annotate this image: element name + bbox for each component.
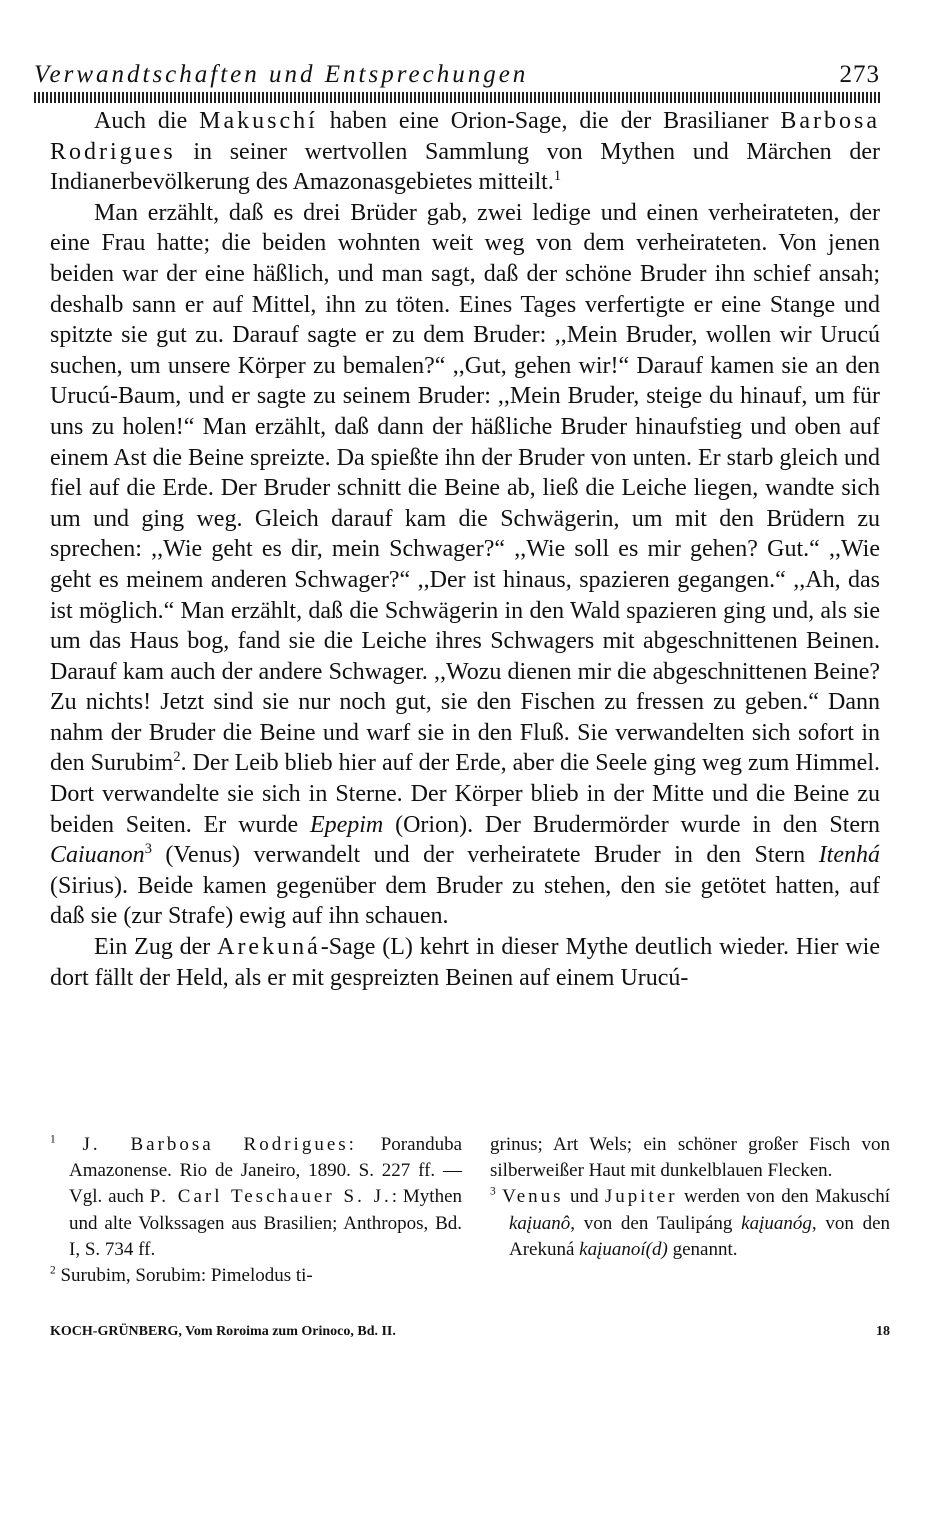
running-header <box>34 61 880 88</box>
paragraph-2: Man erzählt, daß es drei Brüder gab, zwei ledige und einen verheirateten, der eine Frau hatte; die beiden wohnten weit weg von dem verheirateten. Von jenen beiden war der eine häßlich, und man sagt, daß der schöne Bruder ihn schief ansah; deshalb sann er auf Mittel, ihn zu töten. Eines Tages verfertigte er eine Stange und spitzte sie gut zu. Darauf sagte er zu dem Bruder: ,,Mein Bruder, wollen wir Urucú suchen, um unsere Körper zu bemalen?“ ,,Gut, gehen wir!“ Darauf kamen sie an den Urucú-Baum, und er sagte zu seinem Bruder: ,,Mein Bruder, steige du hinauf, um für uns zu holen!“ Man erzählt, daß dann der häßliche Bruder hinaufstieg und oben auf einem Ast die Beine spreizte. Da spießte ihn der Bruder von unten. Er starb gleich und fiel auf die Erde. Der Bruder schnitt die Beine ab, ließ die Leiche liegen, wandte sich um und ging weg. Gleich darauf kam die Schwägerin, um mit den Brüdern zu sprechen: ,,Wie geht es dir, mein Schwager?“ ,,Wie soll es mir gehen? Gut.“ ,,Wie geht es meinem anderen Schwager?“ ,,Der ist hinaus, spazieren gegangen.“ ,,Ah, das ist möglich.“ Man erzählt, daß die Schwägerin in den Wald spazieren ging und, als sie um das Haus bog, fand sie die Leiche ihres Schwagers mit abgeschnittenen Beinen. Darauf kam auch der andere Schwager. ,,Wozu dienen mir die abgeschnittenen Beine? Zu nichts! Jetzt sind sie nur noch gut, sie den Fischen zu fressen zu geben.“ Dann nahm der Bruder die Beine und warf sie in den Fluß. Sie verwandelten sich sofort in den Surubim$^2$. Der Leib blieb hier auf der Erde, aber die Seele ging weg zum Himmel. Dort verwandelte sie sich in Sterne. Der Körper blieb in der Mitte und die Beine zu beiden Seiten. Er wurde Epepim (Orion). Der Brudermörder wurde in den Stern Caiuanon$^3$ (Venus) verwandelt und der verheiratete Bruder in den Stern Itenhá (Sirius). Beide kamen gegenüber dem Bruder zu stehen, den sie getötet hatten, auf daß sie (zur Strafe) ewig auf ihn schauen. <box>50 199 881 930</box>
paragraph-3: Ein Zug der Arekuná-Sage (L) kehrt in dieser Mythe deutlich wieder. Hier wie dort fällt der Held, als er mit gespreizten Beinen auf einem Urucú- <box>50 934 880 991</box>
footnote-ref-1: 1 <box>553 168 562 185</box>
page-number: 273 <box>839 61 880 88</box>
footnote-ref-3: 3 <box>144 841 152 858</box>
term-itenha: Itenhá <box>818 842 880 869</box>
term-caiuanon: Caiuanon <box>50 842 145 869</box>
running-title: Verwandtschaften und Entsprechungen <box>34 61 529 88</box>
main-text <box>50 106 880 993</box>
footnotes-right-column <box>490 1132 890 1263</box>
name-arekuna: Arekuná <box>217 934 321 961</box>
page-footer <box>50 1324 890 1342</box>
name-barbosa-rodrigues: Barbosa Rodrigues <box>50 108 881 165</box>
footnote-3: $^3$ Venus und Jupiter werden von den Makuschí kaįuanô, von den Taulipáng kaįuanóg, von den Arekuná kaįuanoí(d) genannt. <box>490 1186 891 1260</box>
footnote-1: $^1$ J. Barbosa Rodrigues: Poranduba Amazonense. Rio de Janeiro, 1890. S. 227 ff. — Vgl. auch P. Carl Teschauer S. J.: Mythen und alte Volkssagen aus Brasilien; Anthropos, Bd. I, S. 734 ff. <box>50 1133 463 1260</box>
footnote-2-continued: grinus; Art Wels; ein schöner großer Fisch von silberweißer Haut mit dunkelblauen Flecken. <box>490 1134 890 1182</box>
footer-credit: KOCH-GRÜNBERG, Vom Roroima zum Orinoco, Bd. II. <box>50 1324 396 1339</box>
term-epepim: Epepim <box>309 811 384 838</box>
name-makuschi: Makuschí <box>199 108 318 134</box>
paragraph-1: Auch die Makuschí haben eine Orion-Sage, die der Brasilianer Barbosa Rodrigues in seiner wertvollen Sammlung von Mythen und Märchen der Indianerbevölkerung des Amazonasgebietes mitteilt.$^1$ <box>50 108 881 196</box>
footnote-ref-2: 2 <box>173 749 181 766</box>
footnote-2: $^2$ Surubim, Sorubim: Pimelodus ti- <box>50 1264 313 1287</box>
printer-signature: 18 <box>876 1324 890 1339</box>
header-rule <box>34 92 880 103</box>
footnotes-left-column <box>50 1132 462 1289</box>
